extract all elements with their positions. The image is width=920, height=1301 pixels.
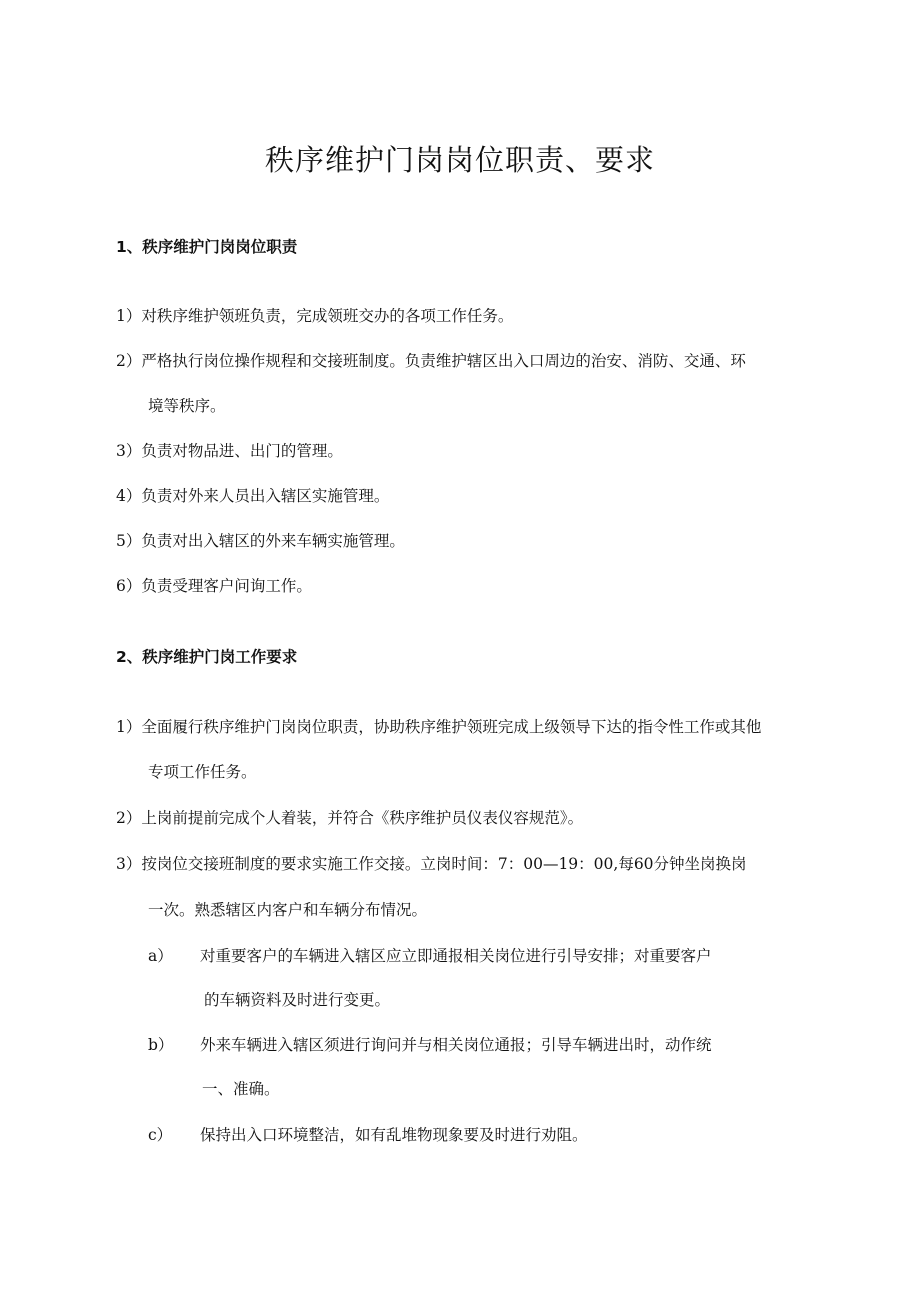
- subitem-c-marker: c）: [148, 1126, 173, 1144]
- section-1-item-3: 3）负责对物品进、出门的管理。: [116, 442, 343, 460]
- subitem-b-marker: b）: [148, 1036, 174, 1054]
- subitem-a-continuation: 的车辆资料及时进行变更。: [204, 991, 391, 1009]
- subitem-c-text: 保持出入口环境整洁，如有乱堆物现象要及时进行劝阻。: [200, 1126, 588, 1144]
- section-2-item-3-continuation: 一次。熟悉辖区内客户和车辆分布情况。: [148, 901, 428, 919]
- section-2-item-1-continuation: 专项工作任务。: [148, 763, 257, 781]
- section-2-item-2: 2）上岗前提前完成个人着装，并符合《秩序维护员仪表仪容规范》。: [116, 809, 584, 827]
- section-1-item-6: 6）负责受理客户问询工作。: [116, 577, 312, 595]
- section-2-heading: 2、秩序维护门岗工作要求: [116, 648, 298, 666]
- subitem-a-text: 对重要客户的车辆进入辖区应立即通报相关岗位进行引导安排；对重要客户: [200, 947, 712, 965]
- section-1-heading: 1、秩序维护门岗岗位职责: [116, 238, 298, 256]
- section-1-item-2: 2）严格执行岗位操作规程和交接班制度。负责维护辖区出入口周边的治安、消防、交通、环: [116, 352, 746, 370]
- document-title: 秩序维护门岗岗位职责、要求: [264, 143, 655, 177]
- section-1-item-4: 4）负责对外来人员出入辖区实施管理。: [116, 487, 390, 505]
- section-1-item-2-continuation: 境等秩序。: [148, 397, 226, 415]
- subitem-b-continuation: 一、准确。: [202, 1080, 280, 1098]
- section-1-item-1: 1）对秩序维护领班负责，完成领班交办的各项工作任务。: [116, 307, 514, 325]
- section-2-item-1: 1）全面履行秩序维护门岗岗位职责，协助秩序维护领班完成上级领导下达的指令性工作或其他: [116, 718, 762, 736]
- subitem-a-marker: a）: [148, 947, 173, 965]
- section-1-item-5: 5）负责对出入辖区的外来车辆实施管理。: [116, 532, 405, 550]
- section-2-item-3: 3）按岗位交接班制度的要求实施工作交接。立岗时间：7：00—19：00,每60分钟坐岗换岗: [116, 855, 747, 873]
- subitem-b-text: 外来车辆进入辖区须进行询问并与相关岗位通报；引导车辆进出时，动作统: [200, 1036, 712, 1054]
